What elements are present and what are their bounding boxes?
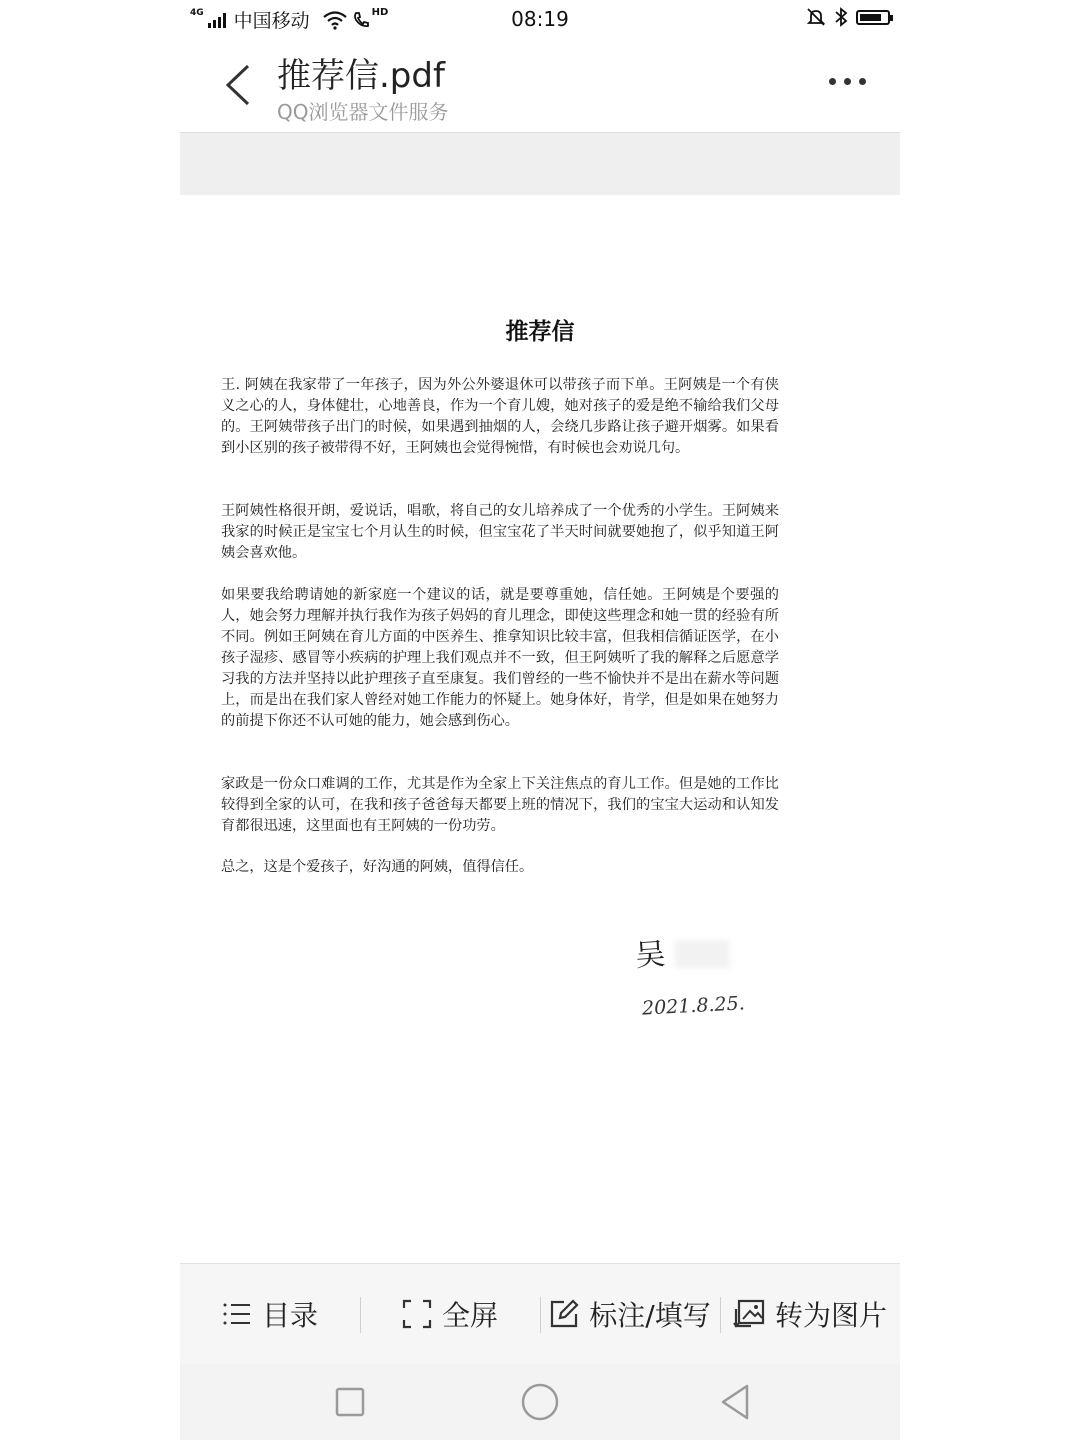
document-title: 推荐信 [505,318,575,345]
paragraph-1: 王. 阿姨在我家带了一年孩子，因为外公外婆退休可以带孩子而下单。王阿姨是一个有侠义之心的人，身体健壮，心地善良，作为一个育儿嫂，她对孩子的爱是绝不输给我们父母的。王阿姨带孩子出门的时候，如果遇到抽烟的人，会绕几步路让孩子避开烟雾。如果看到小区别的孩子被带得不好，王阿姨也会觉得惋惜，有时候也会劝说几句。 [221,377,779,456]
paragraph-3: 如果要我给聘请她的新家庭一个建议的话，就是要尊重她，信任她。王阿姨是个要强的人，她会努力理解并执行我作为孩子妈妈的育儿理念，即使这些理念和她一贯的经验有所不同。例如王阿姨在育儿方面的中医养生、推拿知识比较丰富，但我相信循证医学，在小孩子湿疹、感冒等小疾病的护理上我们观点并不一致，但王阿姨听了我的解释之后愿意学习我的方法并坚持以此护理孩子直至康复。我们曾经的一些不愉快并不是出在薪水等问题上，而是出在我们家人曾经对她工作能力的怀疑上。她身体好，肯学，但是如果在她努力的前提下你还不认可她的能力，她会感到伤心。 [221,587,779,729]
page-gap [180,133,900,195]
convert-image-button[interactable] [720,1264,900,1364]
signature-redaction [675,940,730,968]
chevron-left-icon[interactable] [220,60,260,110]
more-icon[interactable] [829,78,866,85]
image-convert-icon [733,1299,765,1329]
hd-badge: HD [371,7,389,18]
paragraph-4: 家政是一份众口难调的工作，尤其是作为全家上下关注焦点的育儿工作。但是她的工作比较得到全家的认可，在我和孩子爸爸每天都要上班的情况下，我们的宝宝大运动和认知发育都很迅速，这里面也有王阿姨的一份功劳。 [221,776,779,834]
fullscreen-icon [402,1299,432,1329]
phone-screen [180,0,900,1440]
signature [635,930,755,985]
square-recents-icon[interactable] [330,1382,370,1422]
status-right [806,7,890,27]
file-title: 推荐信.pdf [277,56,445,96]
paragraph-2: 王阿姨性格很开朗，爱说话，唱歌，将自己的女儿培养成了一个优秀的小学生。王阿姨来我家的时候正是宝宝七个月认生的时候，但宝宝花了半天时间就要她抱了，似乎知道王阿姨会喜欢他。 [221,503,779,561]
triangle-back-icon[interactable] [715,1382,755,1422]
list-icon [222,1301,252,1327]
convert-image-label: 转为图片 [774,1299,887,1332]
pdf-page [180,195,900,1263]
circle-home-icon[interactable] [520,1382,560,1422]
toc-label: 目录 [261,1299,318,1332]
signature-date: 2021.8.25. [641,992,746,1020]
mute-icon [806,7,826,27]
paragraph-5: 总之，这是个爱孩子，好沟通的阿姨，值得信任。 [221,859,534,875]
annotate-label: 标注/填写 [589,1299,711,1332]
fullscreen-label: 全屏 [441,1299,498,1332]
system-nav-bar [180,1364,900,1440]
battery-icon [856,10,890,25]
carrier-name: 中国移动 [233,10,310,32]
network-type: 4G [190,8,204,18]
edit-icon [549,1299,579,1329]
bluetooth-icon [834,7,848,27]
file-source: QQ浏览器文件服务 [277,100,449,124]
status-time: 08:19 [511,7,569,31]
status-bar [180,0,900,38]
battery-fill [860,14,881,21]
fullscreen-button[interactable] [360,1264,540,1364]
bottom-toolbar [180,1263,900,1364]
app-header [180,38,900,133]
signature-name: 吴 [634,936,667,974]
toc-button[interactable] [180,1264,360,1364]
annotate-button[interactable] [540,1264,720,1364]
